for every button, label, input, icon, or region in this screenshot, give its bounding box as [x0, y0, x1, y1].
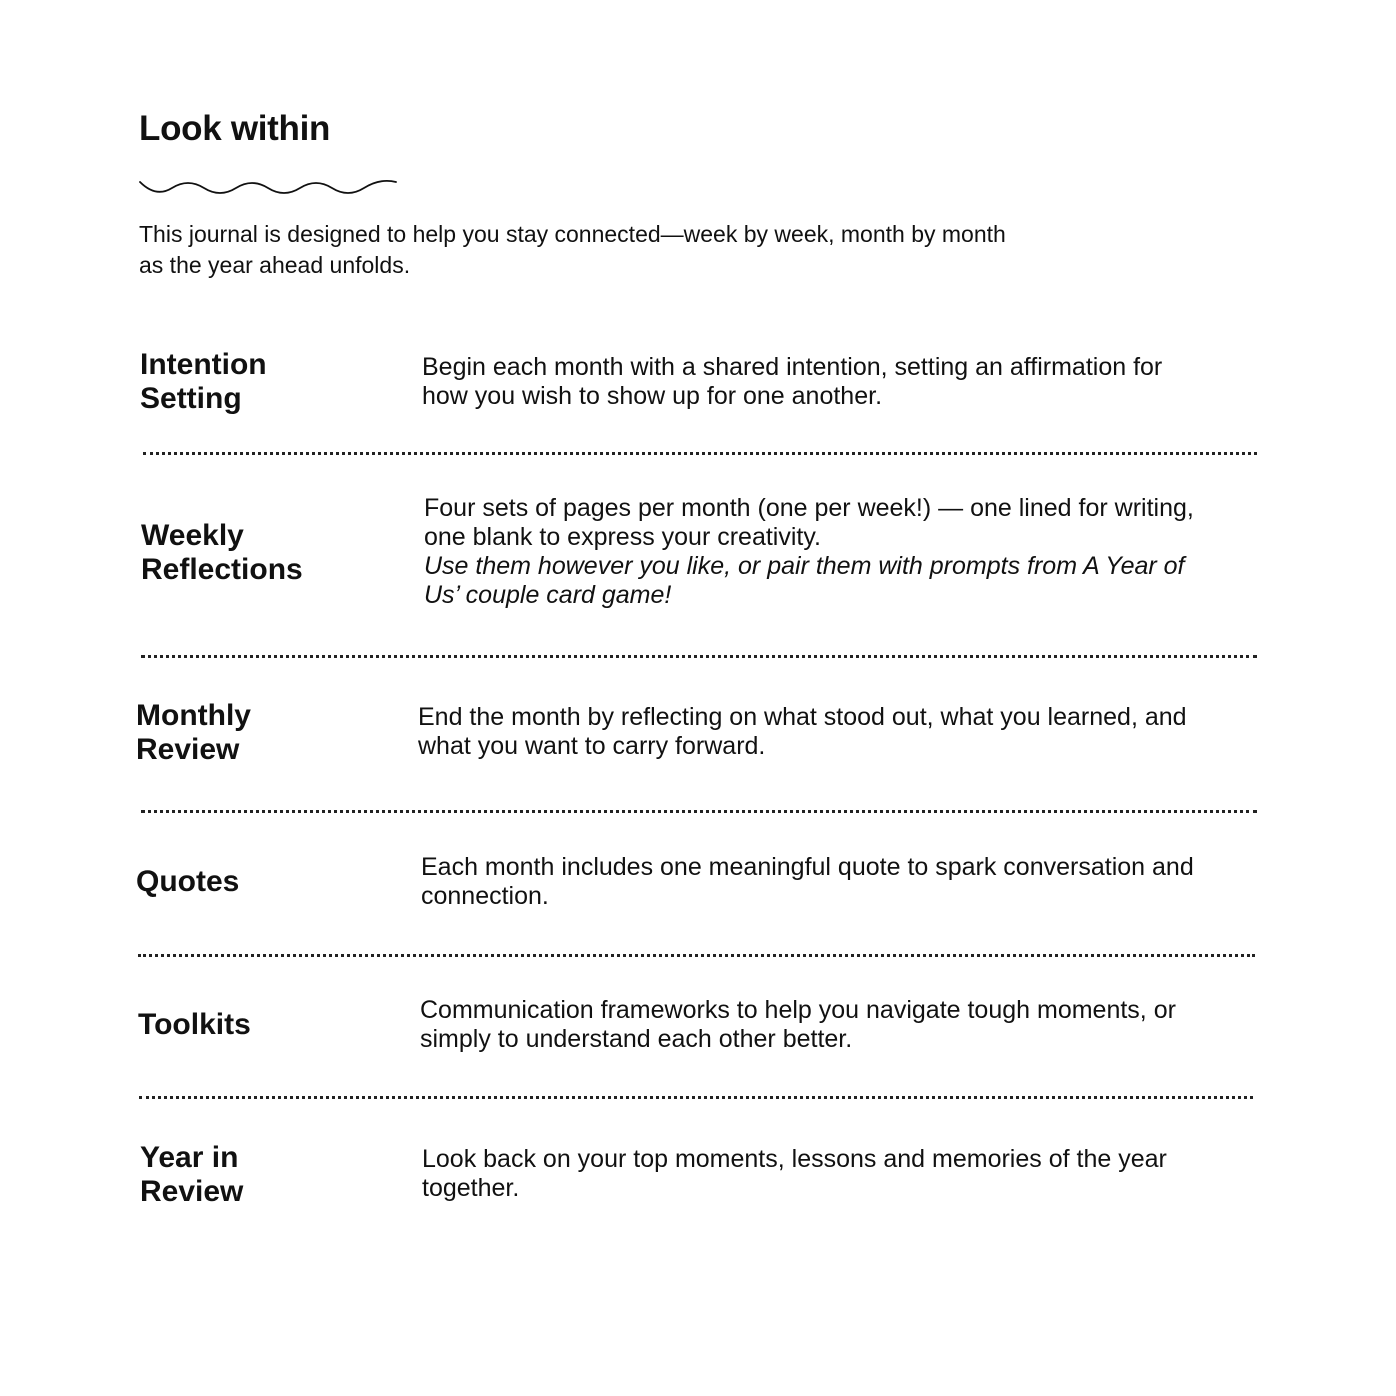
section-heading	[140, 348, 400, 416]
dotted-divider	[138, 954, 1255, 957]
section-description: Communication frameworks to help you navigate tough moments, or simply to understand each other better.	[420, 996, 1176, 1053]
dotted-divider	[139, 1096, 1253, 1099]
section-heading-line: Monthly	[136, 699, 251, 732]
section-description-text: Four sets of pages per month (one per week!) — one lined for writing, one blank to express your creativity.	[424, 494, 1194, 551]
section-heading	[136, 699, 396, 767]
section-heading-line: Review	[140, 1175, 244, 1208]
page-title: Look within	[139, 109, 331, 148]
section-heading	[136, 865, 396, 899]
intro-text: This journal is designed to help you stay connected—week by week, month by month as the year ahead unfolds.	[139, 221, 1006, 278]
section-heading	[138, 1008, 398, 1042]
section-heading-line: Intention	[140, 348, 267, 381]
section-heading-line: Setting	[140, 382, 242, 415]
section-description: Look back on your top moments, lessons and memories of the year together.	[422, 1145, 1167, 1202]
section-heading-line: Year in	[140, 1141, 239, 1174]
section-description-italic: Use them however you like, or pair them with prompts from A Year of Us’ couple card game!	[424, 552, 1185, 609]
section-heading-line: Quotes	[136, 865, 240, 898]
section-description: Begin each month with a shared intention, setting an affirmation for how you wish to show up for one another.	[422, 353, 1163, 410]
section-description	[424, 494, 1204, 610]
dotted-divider	[141, 810, 1257, 813]
section-description: Each month includes one meaningful quote to spark conversation and connection.	[421, 853, 1194, 910]
dotted-divider	[141, 655, 1257, 658]
section-heading-line: Toolkits	[138, 1008, 251, 1041]
section-description: End the month by reflecting on what stood out, what you learned, and what you want to carry forward.	[418, 703, 1187, 760]
section-heading	[140, 1141, 400, 1209]
dotted-divider	[143, 452, 1257, 455]
section-heading-line: Weekly	[141, 519, 244, 552]
section-heading-line: Reflections	[141, 553, 303, 586]
section-heading-line: Review	[136, 733, 240, 766]
wavy-divider-icon	[139, 176, 399, 200]
section-heading	[141, 519, 401, 587]
